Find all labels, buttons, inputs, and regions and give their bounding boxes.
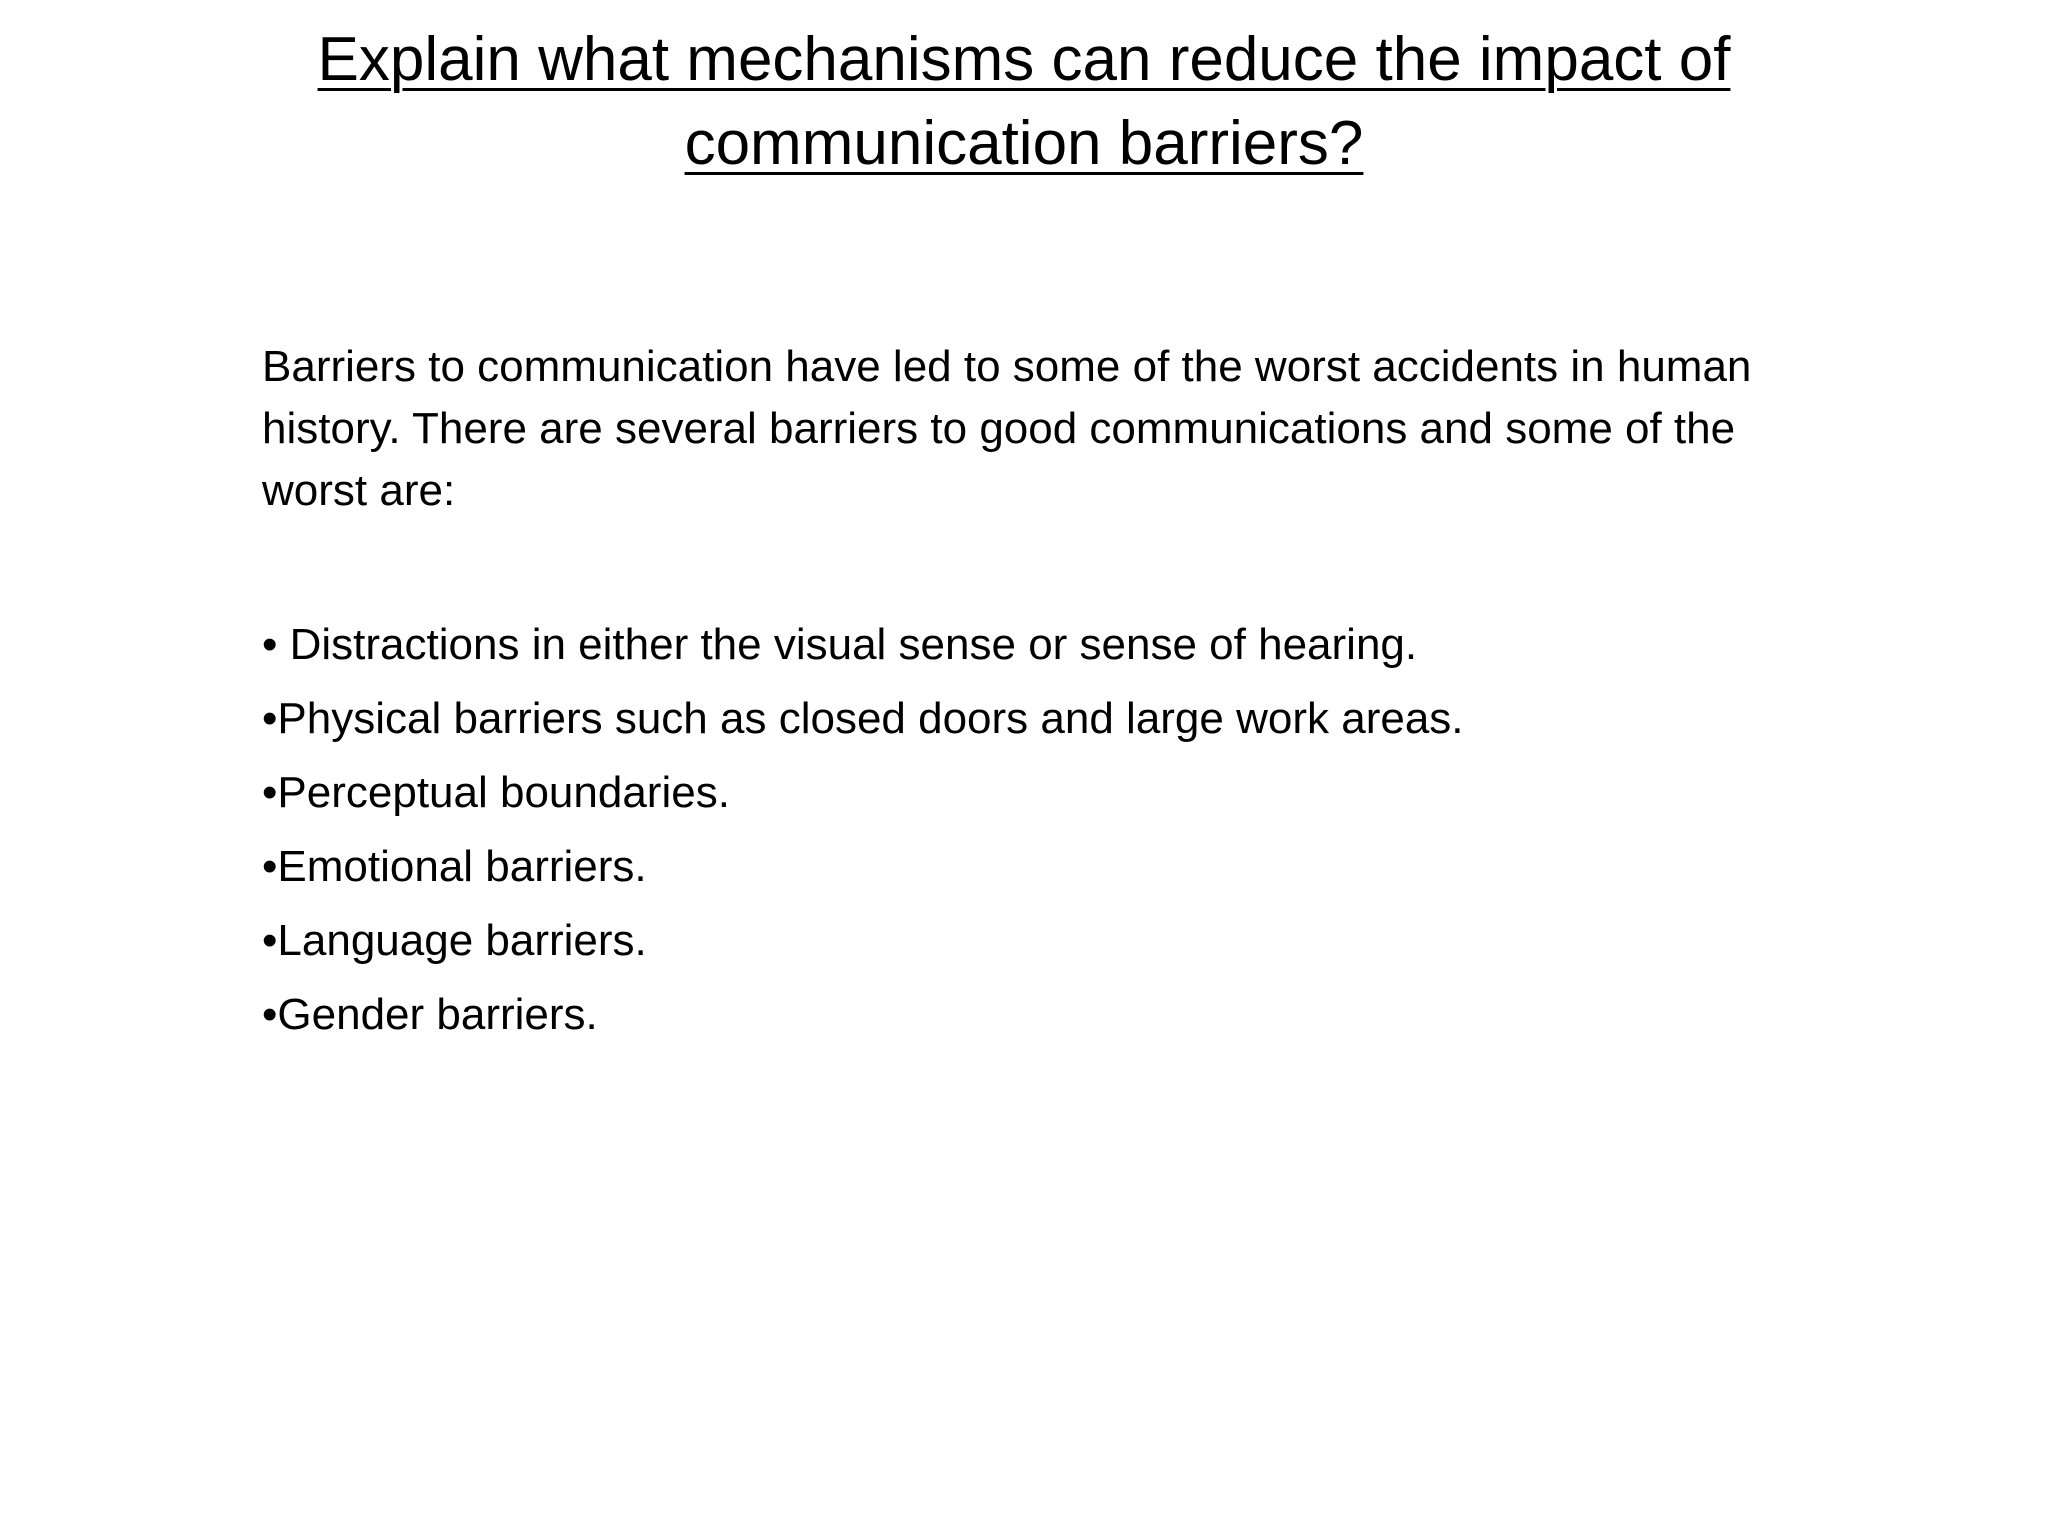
slide-title-line-1: Explain what mechanisms can reduce the impact of bbox=[317, 25, 1731, 94]
list-item: •Language barriers. bbox=[262, 916, 647, 965]
list-item: • Distractions in either the visual sense or sense of hearing. bbox=[262, 620, 1418, 669]
list-item: •Emotional barriers. bbox=[262, 842, 647, 891]
list-item: •Gender barriers. bbox=[262, 990, 598, 1039]
slide-title bbox=[200, 18, 1848, 186]
intro-paragraph: Barriers to communication have led to some of the worst accidents in human history. There are several barriers to good communications and some of the worst are: bbox=[262, 342, 1752, 515]
slide-title-line-2: communication barriers? bbox=[684, 109, 1364, 178]
list-item: •Physical barriers such as closed doors and large work areas. bbox=[262, 694, 1464, 743]
list-item: •Perceptual boundaries. bbox=[262, 768, 730, 817]
barrier-list bbox=[262, 608, 1822, 1052]
